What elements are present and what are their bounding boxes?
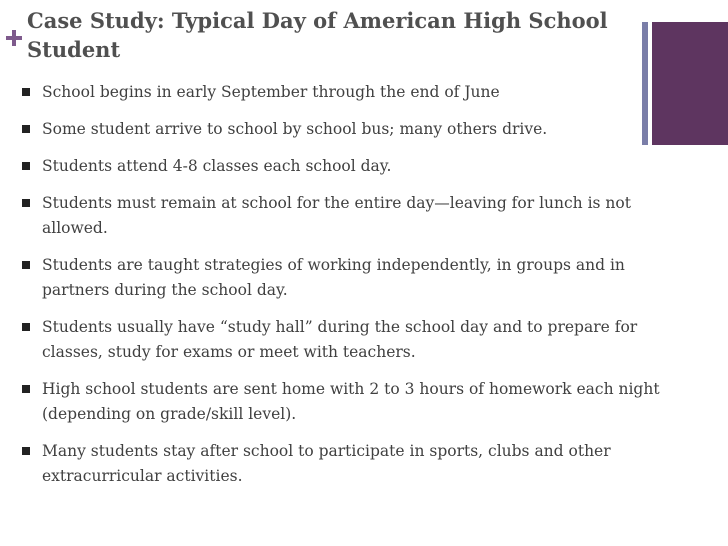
bullet-text: Some student arrive to school by school bus; many others drive. xyxy=(42,120,548,138)
bullet-item xyxy=(22,154,682,179)
bullet-text: Students usually have “study hall” during the school day and to prepare for classes, study for exams or meet with teachers. xyxy=(42,318,638,361)
bullet-square-icon xyxy=(22,199,30,207)
bullet-text: Students attend 4-8 classes each school day. xyxy=(42,157,392,175)
bullet-square-icon xyxy=(22,447,30,455)
bullet-item xyxy=(22,253,682,303)
bullet-text: Many students stay after school to participate in sports, clubs and other extracurricular activities. xyxy=(42,442,611,485)
slide-title: Case Study: Typical Day of American High School Student xyxy=(27,8,608,62)
bullet-text: High school students are sent home with 2 to 3 hours of homework each night (depending on grade/skill level). xyxy=(42,380,660,423)
bullet-square-icon xyxy=(22,88,30,96)
bullet-square-icon xyxy=(22,261,30,269)
bullet-item xyxy=(22,191,682,241)
bullet-text: Students are taught strategies of working independently, in groups and in partners during the school day. xyxy=(42,256,625,299)
bullet-list xyxy=(22,80,682,501)
bullet-item xyxy=(22,80,682,105)
bullet-square-icon xyxy=(22,323,30,331)
bullet-text: Students must remain at school for the entire day—leaving for lunch is not allowed. xyxy=(42,194,631,237)
bullet-item xyxy=(22,315,682,365)
bullet-item xyxy=(22,439,682,489)
bullet-item xyxy=(22,377,682,427)
bullet-square-icon xyxy=(22,162,30,170)
bullet-item xyxy=(22,117,682,142)
bullet-square-icon xyxy=(22,385,30,393)
bullet-square-icon xyxy=(22,125,30,133)
plus-icon xyxy=(6,30,22,46)
bullet-text: School begins in early September through the end of June xyxy=(42,83,500,101)
